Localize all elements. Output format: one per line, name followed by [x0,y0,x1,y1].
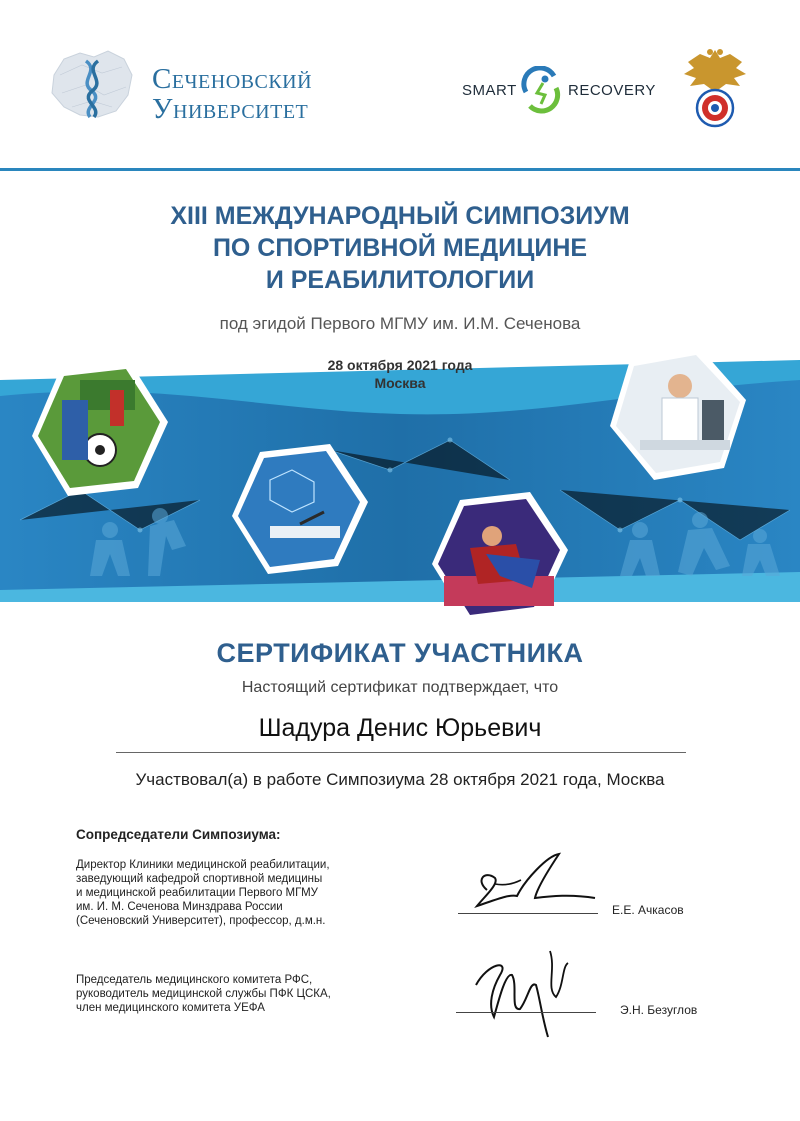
runner-icon [520,66,562,114]
event-title-line3: И РЕАБИЛИТОЛОГИИ [265,266,535,294]
event-subtitle: под эгидой Первого МГМУ им. И.М. Сеченова [219,314,581,333]
chair1-position-line: (Сеченовский Университет), профессор, д.м.н. [76,915,326,927]
chair1-position [76,858,330,928]
chair1-name: Е.Е. Ачкасов [612,903,684,917]
rfs-emblem-icon [680,44,750,132]
university-name-line1: Сеченовский [152,63,313,95]
participant-name-underline [116,752,686,753]
certificate-confirms-text: Настоящий сертификат подтверждает, что [241,679,559,696]
recovery-word: RECOVERY [568,82,656,99]
smart-word: SMART [462,82,517,99]
smart-recovery-logo [462,66,656,116]
event-date-block [0,356,800,392]
chair1-signature [455,850,605,920]
sechenov-university-logo [42,45,342,125]
chair1-signature-line [458,913,598,914]
chair1-position-line: Директор Клиники медицинской реабилитации, [76,859,330,871]
event-title [0,200,800,296]
dna-map-icon [42,45,142,125]
chair1-position-line: и медицинской реабилитации Первого МГМУ [76,887,318,899]
university-name-line2: Университет [152,93,309,125]
event-title-line2: ПО СПОРТИВНОЙ МЕДИЦИНЕ [212,234,588,262]
chair1-position-line: заведующий кафедрой спортивной медицины [76,873,323,885]
chair2-name: Э.Н. Безуглов [620,1003,698,1017]
event-title-line1: XIII МЕЖДУНАРОДНЫЙ СИМПОЗИУМ [170,202,630,230]
chair2-position-line: руководитель медицинской службы ПФК ЦСКА, [76,988,331,1000]
chair2-position-line: Председатель медицинского комитета РФС, [76,974,313,986]
chair1-position-line: им. И. М. Сеченова Минздрава России [76,901,283,913]
certificate-title: СЕРТИФИКАТ УЧАСТНИКА [216,638,584,668]
chair2-signature [470,945,580,1040]
chair2-position-line: член медицинского комитета УЕФА [76,1002,265,1014]
participant-name: Шадура Денис Юрьевич [258,714,542,742]
cochairs-heading: Сопредседатели Симпозиума: [76,827,281,842]
chair2-signature-line [456,1012,596,1013]
participation-statement: Участвовал(а) в работе Симпозиума 28 октября 2021 года, Москва [135,770,665,789]
chair2-position [76,973,331,1015]
header-divider [0,168,800,171]
event-date: 28 октября 2021 года [327,357,473,373]
event-city: Москва [374,375,426,391]
